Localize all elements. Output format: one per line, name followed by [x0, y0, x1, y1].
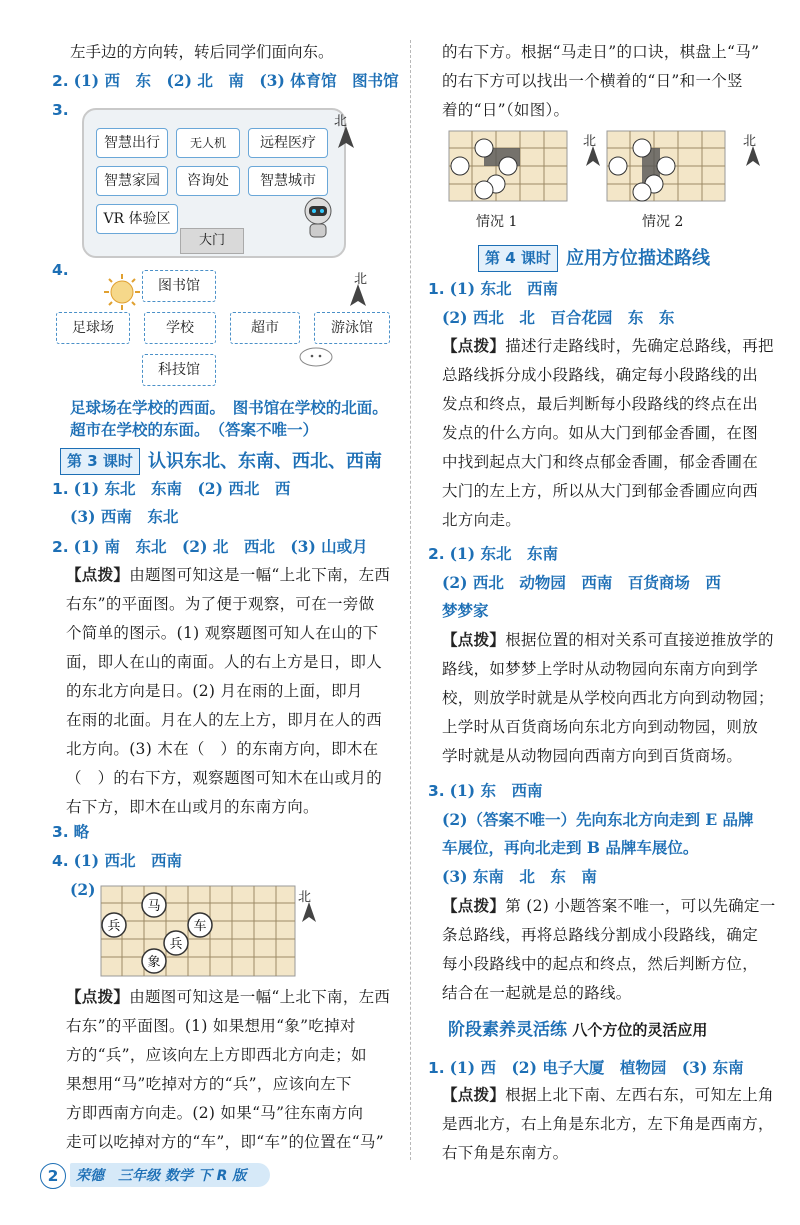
section-title: 认识东北、东南、西北、西南: [148, 451, 382, 472]
tip-label: 【点拨】: [442, 1085, 506, 1104]
sun-icon: [102, 272, 142, 312]
svg-text:马: 马: [147, 899, 161, 914]
question-3: [52, 822, 89, 842]
explanation-line: 北方向走。: [442, 511, 522, 529]
explanation-line: 【点拨】由题图可知这是一幅“上北下南，左西: [66, 987, 391, 1006]
map-box: 智慧城市: [248, 166, 328, 196]
explanation-line: （ ）的右下方，观察题图可知木在山或月的: [66, 769, 383, 787]
cloud-icon: [298, 342, 334, 368]
map-box: 远程医疗: [248, 128, 328, 158]
section-title: 应用方位描述路线: [566, 248, 710, 269]
answer: (2): [70, 880, 96, 899]
explanation-line: 上学时从百货商场向东北方向到动物园，则放: [442, 718, 759, 736]
school-box: 学校: [144, 312, 216, 344]
tip-label: 【点拨】: [442, 630, 506, 649]
answer-line: 左手边的方向转，转后同学们面向东。: [70, 43, 334, 61]
question-number: 1.: [428, 1059, 445, 1077]
case1-caption: 情况 1: [476, 214, 518, 230]
section-header: [60, 448, 400, 476]
explanation-line: 【点拨】根据位置的相对关系可直接逆推放学的: [442, 630, 774, 649]
answer: (2) 西北 动物园 西南 百货商场 西: [442, 573, 721, 592]
question-number: 1.: [428, 280, 445, 298]
explanation-line: 在雨的北面。月在人的左上方，即月在人的西: [66, 711, 383, 729]
explanation-line: 发点和终点，最后判断每小段路线的终点在出: [442, 395, 759, 413]
explanation-line: 【点拨】由题图可知这是一幅“上北下南，左西: [66, 565, 391, 584]
chess-horse: [142, 893, 166, 917]
question-number: 3.: [428, 782, 445, 800]
explanation-line: 个简单的图示。(1) 观察题图可知人在山的下: [66, 624, 379, 642]
explanation-line: 方即西南方向走。(2) 如果“马”往东南方向: [66, 1104, 364, 1122]
question-2: [428, 544, 558, 564]
footer-bar: [70, 1163, 270, 1187]
explanation-line: 条总路线，再将总路线分割成小段路线，确定: [442, 926, 759, 944]
map-box: 无人机: [176, 128, 240, 158]
explanation-line: 走可以吃掉对方的“车”，即“车”的位置在“马”: [66, 1133, 384, 1151]
answer: (1) 东北 东南: [449, 544, 558, 563]
chess-soldier: [164, 931, 188, 955]
north-label: 北: [334, 114, 348, 129]
chess-board: [100, 885, 296, 977]
answer: (1) 南 东北 (2) 北 西北 (3) 山或月: [73, 537, 368, 556]
answer: (1) 东北 东南 (2) 西北 西: [73, 479, 291, 498]
explanation-line: 路线，如梦梦上学时从动物园向东南方向到学: [442, 660, 759, 678]
explanation-line: 【点拨】根据上北下南、左西右东，可知左上角: [442, 1085, 774, 1104]
answer: (3) 西南 东北: [70, 507, 179, 526]
stage-title: 阶段素养灵活练: [448, 1020, 567, 1040]
chess-case1-board: [448, 130, 568, 202]
svg-text:兵: 兵: [107, 919, 121, 934]
page-number: 2: [40, 1163, 66, 1189]
question-number: 1.: [52, 480, 69, 498]
north-label: 北: [743, 134, 757, 149]
explanation-line: 结合在一起就是总的路线。: [442, 984, 632, 1002]
tip-label: 【点拨】: [66, 565, 130, 584]
answer: 车展位，再向北走到 B 品牌车展位。: [442, 838, 699, 857]
explanation-line: 是西北方，右上角是东北方，左下角是西南方，: [442, 1115, 774, 1133]
explanation-line: 右下方，即木在山或月的东南方向。: [66, 798, 319, 816]
question-number: 4.: [52, 261, 69, 279]
robot-icon: [296, 193, 340, 243]
answer: 梦梦家: [442, 601, 489, 620]
question-number: 3.: [52, 823, 69, 841]
library-box: 图书馆: [142, 270, 216, 302]
explanation-line: 果想用“马”吃掉对方的“兵”，应该向左下: [66, 1075, 352, 1093]
continued-line: 着的“日”（如图）。: [442, 101, 570, 119]
explanation-line: 的东北方向是日。(2) 月在雨的上面，即月: [66, 682, 363, 700]
question-number: 2.: [428, 545, 445, 563]
question-1: [428, 1058, 744, 1078]
pool-box: 游泳馆: [314, 312, 390, 344]
explanation-line: 发点的什么方向。如从大门到郁金香圃，在图: [442, 424, 759, 442]
north-arrow-icon: [746, 146, 760, 166]
question-number: 4.: [52, 852, 69, 870]
north-arrow-icon: [586, 146, 600, 166]
explanation-line: 右东”的平面图。为了便于观察，可在一旁做: [66, 595, 375, 613]
explanation-line: 方的“兵”，应该向左上方即西北方向走；如: [66, 1046, 367, 1064]
football-box: 足球场: [56, 312, 130, 344]
section-header: [478, 245, 778, 273]
north-arrow-icon: [350, 284, 366, 306]
market-box: 超市: [230, 312, 300, 344]
map-box: 咨询处: [176, 166, 240, 196]
north-arrow-icon: [338, 126, 354, 148]
explanation-line: 右东”的平面图。(1) 如果想用“象”吃掉对: [66, 1017, 356, 1035]
section-tag: 第 3 课时: [60, 448, 140, 475]
chess-car: [188, 913, 212, 937]
question-3: [428, 781, 542, 801]
chess-soldier: [102, 913, 126, 937]
case2-caption: 情况 2: [642, 214, 684, 230]
answer: 略: [73, 822, 90, 841]
answer: (1) 西北 西南: [73, 851, 182, 870]
book-label: 三年级 数学 下 R 版: [118, 1168, 247, 1184]
section-tag: 第 4 课时: [478, 245, 558, 272]
svg-text:兵: 兵: [169, 937, 183, 952]
north-arrow-icon: [302, 902, 316, 922]
question-1: [52, 479, 290, 499]
explanation-line: 每小段路线中的起点和终点，然后判断方位，: [442, 955, 759, 973]
explanation-line: 右下角是东南方。: [442, 1144, 569, 1162]
answer: 超市在学校的东面。 （答案不唯一）: [70, 420, 319, 439]
explanation-line: 北方向。(3) 木在（ ）的东南方向，即木在: [66, 740, 379, 758]
chess-elephant: [142, 949, 166, 973]
question-number: 2.: [52, 538, 69, 556]
north-label: 北: [298, 890, 312, 905]
question-number: 2.: [52, 72, 69, 90]
explanation-line: 中找到起点大门和终点郁金香圃，郁金香圃在: [442, 453, 759, 471]
tip-label: 【点拨】: [442, 896, 506, 915]
tip-label: 【点拨】: [442, 336, 506, 355]
continued-line: 的右下方。根据“马走日”的口诀，棋盘上“马”: [442, 43, 760, 61]
answer: (1) 东北 西南: [449, 279, 558, 298]
north-label: 北: [354, 272, 368, 287]
continued-line: 的右下方可以找出一个横着的“日”和一个竖: [442, 72, 743, 90]
answer: (1) 东 西南: [449, 781, 543, 800]
answer: (1) 西 东 (2) 北 南 (3) 体育馆 图书馆: [73, 71, 399, 90]
answer: (1) 西 (2) 电子大厦 植物园 (3) 东南: [449, 1058, 744, 1077]
svg-text:象: 象: [147, 955, 161, 970]
explanation-line: 校，则放学时就是从学校向西北方向到动物园；: [442, 689, 774, 707]
question-3: [52, 100, 69, 120]
question-4: [52, 260, 69, 280]
answer: (3) 东南 北 东 南: [442, 867, 597, 886]
map-box: 智慧家园: [96, 166, 168, 196]
question-2: [52, 71, 399, 91]
north-label: 北: [583, 134, 597, 149]
explanation-line: 学时就是从动物园向西南方向到百货商场。: [442, 747, 743, 765]
question-2: [52, 537, 368, 557]
explanation-line: 面，即人在山的南面。人的右上方是日，即人: [66, 653, 383, 671]
stage-subtitle: 八个方位的灵活应用: [572, 1021, 708, 1039]
explanation-line: 【点拨】描述行走路线时，先确定总路线，再把: [442, 336, 774, 355]
question-1: [428, 279, 558, 299]
explanation-line: 大门的左上方，所以从大门到郁金香圃应向西: [442, 482, 759, 500]
brand-logo: 荣德: [76, 1168, 104, 1184]
explanation-line: 总路线拆分成小段路线，确定每小段路线的出: [442, 366, 759, 384]
map-box: VR 体验区: [96, 204, 178, 234]
stage-header: [448, 1020, 707, 1040]
column-divider: [410, 40, 411, 1160]
question-4: [52, 851, 182, 871]
answer: 足球场在学校的西面。 图书馆在学校的北面。: [70, 398, 388, 417]
gate-label: 大门: [180, 228, 244, 254]
answer: (2)（答案不唯一）先向东北方向走到 E 品牌: [442, 810, 754, 829]
tip-label: 【点拨】: [66, 987, 130, 1006]
svg-text:车: 车: [193, 919, 207, 934]
explanation-line: 【点拨】第 (2) 小题答案不唯一，可以先确定一: [442, 896, 776, 915]
museum-box: 科技馆: [142, 354, 216, 386]
question-number: 3.: [52, 101, 69, 119]
chess-case2-board: [606, 130, 726, 202]
answer: (2) 西北 北 百合花园 东 东: [442, 308, 675, 327]
map-box: 智慧出行: [96, 128, 168, 158]
